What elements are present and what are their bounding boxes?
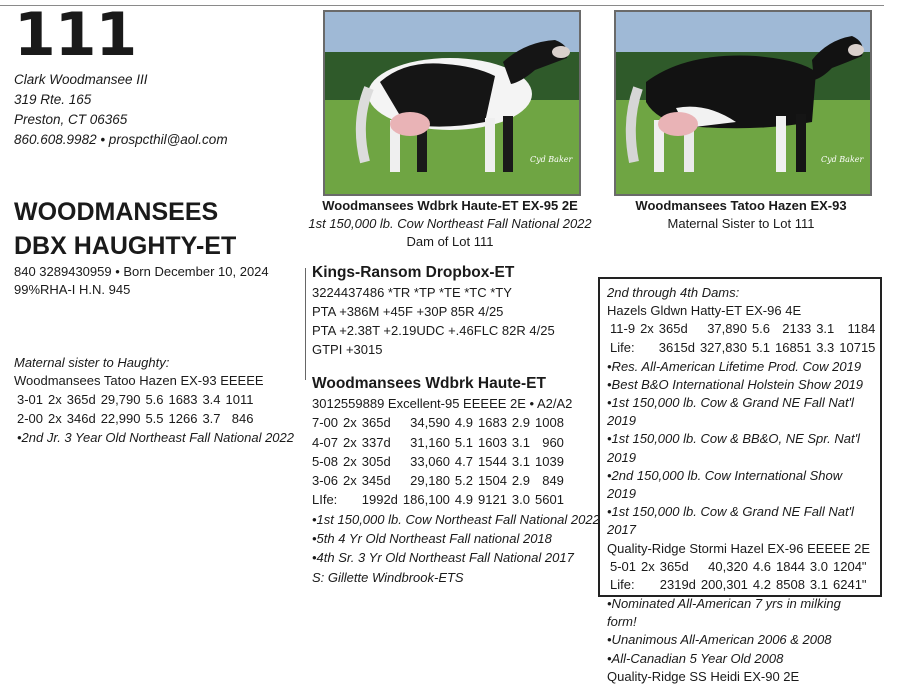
third-dam-records [610,558,872,595]
cell: LIfe: [312,492,338,508]
table-row [312,433,569,452]
cell: 8508 [776,577,805,593]
cell: 2.9 [511,415,530,431]
cell: 40,320 [708,558,748,574]
third-dam-honor: •Unanimous All-American 2006 & 2008 [607,632,832,648]
fourth-dam-name: Quality-Ridge SS Heidi EX-90 2E [607,668,800,684]
cow-photo-illustration [325,12,579,194]
cell: 1544 [478,453,507,469]
cell: 1008 [535,415,564,431]
photo-caption-title: Woodmansees Tatoo Hazen EX-93 [635,198,847,213]
table-row [610,558,872,577]
second-dam-honor: •1st 150,000 lb. Cow & Grand NE Fall Nat'l 2017 [607,504,854,538]
sire-divider [305,268,306,380]
animal-rha: 99%RHA-I H.N. 945 [14,282,131,297]
dam-name: Woodmansees Wdbrk Haute-ET [312,375,546,392]
table-row [312,413,569,432]
sire-block [312,263,555,359]
cell: 3615d [658,340,695,355]
dam-honor: •4th Sr. 3 Yr Old Northeast Fall National 2017 [312,550,574,566]
photo-caption-line: 1st 150,000 lb. Cow Northeast Fall National 2022 [308,216,592,231]
cell: 365d [659,558,689,574]
sire-name: Kings-Ransom Dropbox-ET [312,264,515,281]
cell: 2x [641,558,655,574]
sire-line: GTPI +3015 [312,342,383,357]
consignor-address-2: Preston, CT 06365 [14,112,128,127]
consignor-address-1: 319 Rte. 165 [14,92,92,107]
animal-name-line-2: DBX HAUGHTY-ET [14,232,237,260]
cell: 186,100 [402,492,450,508]
dam-sire-line: S: Gillette Windbrook-ETS [312,569,464,585]
cell: 346d [66,411,96,427]
cell: 1683 [478,415,507,431]
cell: 5.6 [751,321,771,337]
cell: 846 [231,411,254,427]
cell: 4.6 [752,558,771,574]
animal-reg-born: 840 3289430959 • Born December 10, 2024 [14,264,269,279]
cell: 1603 [478,434,507,450]
table-row [312,452,569,471]
second-dam-records [610,320,880,357]
cell: 4.9 [454,415,473,431]
dams-box-heading: 2nd through 4th Dams: [607,285,740,300]
dam-block [312,374,600,587]
cell: 1844 [776,558,805,574]
dam-reg: 3012559889 Excellent-95 EEEEE 2E • A2/A2 [312,396,573,411]
dam-photo-caption [300,197,600,251]
cell: 2133 [782,321,812,337]
cell: 200,301 [700,577,748,593]
second-dam-honor: •Res. All-American Lifetime Prod. Cow 2019 [607,358,862,374]
cell: 22,990 [100,411,141,427]
cell: 2x [48,392,62,407]
third-dam-honor: •All-Canadian 5 Year Old 2008 [607,650,784,666]
cell: 2319d [659,577,696,593]
sire-line: PTA +386M +45F +30P 85R 4/25 [312,304,504,319]
cell: 5-01 [610,558,637,574]
cell: 2-00 [17,411,44,427]
consignor-name: Clark Woodmansee III [14,72,148,87]
cell: 16851 [775,340,812,355]
cell: 3-01 [17,392,44,407]
cell: 4.2 [752,577,771,593]
sister-honor: •2nd Jr. 3 Year Old Northeast Fall National 2022 [17,429,294,445]
cell: 345d [361,473,391,489]
table-row [610,339,880,358]
cell: 2x [343,473,357,489]
second-dam-name: Hazels Gldwn Hatty-ET EX-96 4E [607,303,802,319]
cell: 2x [640,321,654,337]
cell: 29,180 [410,473,450,489]
cell: 337d [361,434,391,450]
third-dam-honor: •Nominated All-American 7 yrs in milking form! [607,596,841,630]
consignor-block [14,70,228,150]
cell: 2x [343,415,357,431]
animal-details [14,263,269,299]
cell: 5-08 [312,453,339,469]
cell: 3.0 [511,492,530,508]
sire-line: 3224437486 *TR *TP *TE *TC *TY [312,285,512,300]
sister-name: Woodmansees Tatoo Hazen EX-93 EEEEE [14,373,264,388]
animal-name-line-1: WOODMANSEES [14,198,219,226]
dams-box [598,277,882,684]
sister-photo [614,10,872,196]
cell: 5.6 [145,392,164,407]
cell: 5.1 [751,340,771,355]
cell: 1504 [478,473,507,489]
dam-photo [323,10,581,196]
cell: 4.9 [454,492,473,508]
cell: 2x [48,411,62,427]
sister-photo-caption [601,197,881,233]
cell: 31,160 [410,434,450,450]
maternal-sister-block [14,354,304,447]
cell: 2.9 [511,473,530,489]
photo-caption-line: Dam of Lot 111 [406,234,494,249]
table-row [610,576,872,595]
cell: 5.1 [454,434,473,450]
cell: 34,590 [410,415,450,431]
cell: 3.3 [816,340,835,355]
sister-records-table [17,390,259,429]
cell: 3.1 [816,321,835,337]
cell: 365d [361,415,391,431]
cell: 2x [343,434,357,450]
cell: 4.7 [454,453,473,469]
cell: 1011 [225,392,254,407]
cell: 327,830 [699,340,747,355]
cell: 3.1 [511,434,530,450]
cell: 1683 [168,392,198,407]
cell: 33,060 [410,453,450,469]
table-row [17,409,259,428]
cell: 849 [542,473,564,489]
lot-number: 111 [14,0,137,70]
cell: 6241" [833,577,867,593]
cell: 3.1 [511,453,530,469]
dam-honor: •5th 4 Yr Old Northeast Fall national 2018 [312,531,552,547]
cell: 960 [542,434,564,450]
animal-name [14,195,236,263]
sire-line: PTA +2.38T +2.19UDC +.46FLC 82R 4/25 [312,323,555,338]
consignor-contact: 860.608.9982 • prospcthil@aol.com [14,132,228,147]
cell: 3.0 [809,558,828,574]
sister-intro: Maternal sister to Haughty: [14,355,170,370]
cell: 1184 [847,321,876,337]
second-dam-honor: •1st 150,000 lb. Cow & Grand NE Fall Nat'l 2019 [607,395,854,429]
cell: 3-06 [312,473,339,489]
photo-caption-line: Maternal Sister to Lot 111 [667,216,815,231]
cell: 1992d [361,492,398,508]
cell: 305d [361,453,391,469]
second-dam-honor: •1st 150,000 lb. Cow & BB&O, NE Spr. Nat'l 2019 [607,431,860,465]
cell: Life: [610,340,635,355]
second-dam-honor: •2nd 150,000 lb. Cow International Show 2019 [607,467,843,502]
cell: 1039 [535,453,564,469]
table-row [312,490,569,509]
photo-watermark: Cyd Baker [530,155,573,164]
table-row [312,471,569,490]
cell: 4-07 [312,434,339,450]
third-dam-name: Quality-Ridge Stormi Hazel EX-96 EEEEE 2E [607,540,870,556]
cell: Life: [610,577,635,593]
cell: 365d [658,321,688,337]
dam-records-table [312,413,569,509]
cell: 9121 [478,492,507,508]
cell: 7-00 [312,415,339,431]
cell: 1204" [833,558,867,574]
cell: 10715 [839,340,876,355]
photo-watermark: Cyd Baker [821,155,864,164]
cell: 5601 [535,492,564,508]
cell: 11-9 [610,321,636,337]
table-row [17,390,259,409]
cell: 3.7 [202,411,221,427]
cell: 29,790 [100,392,141,407]
cell: 5.5 [145,411,164,427]
cell: 3.1 [809,577,828,593]
cell: 1266 [168,411,198,427]
cell: 2x [343,453,357,469]
cell: 37,890 [707,321,747,337]
photo-caption-title: Woodmansees Wdbrk Haute-ET EX-95 2E [322,198,578,213]
cell: 5.2 [454,473,473,489]
dam-honor: •1st 150,000 lb. Cow Northeast Fall National 2022 [312,511,600,527]
cow-photo-illustration [616,12,870,194]
table-row [610,320,880,339]
second-dam-honor: •Best B&O International Holstein Show 2019 [607,376,864,392]
cell: 365d [66,392,96,407]
cell: 3.4 [202,392,221,407]
